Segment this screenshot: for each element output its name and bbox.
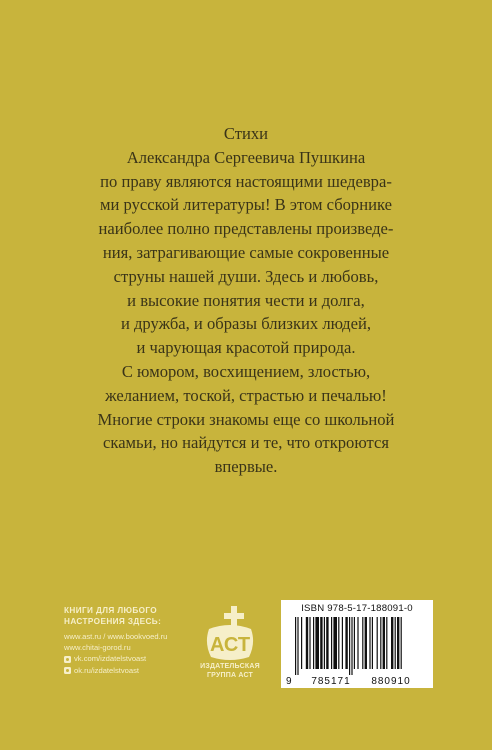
annotation-line: струны нашей души. Здесь и любовь, xyxy=(113,266,379,286)
publisher-links-block xyxy=(64,605,214,676)
barcode-bar xyxy=(383,617,385,669)
publisher-logo xyxy=(199,605,261,685)
isbn-label: ISBN 978-5-17-188091-0 xyxy=(301,603,413,614)
annotation-line: ми русской литературы! В этом сборнике xyxy=(99,195,393,215)
logo-caption-line: ГРУППА АСТ xyxy=(207,671,253,679)
barcode-bar xyxy=(362,617,363,669)
logo-caption-line: ИЗДАТЕЛЬСКАЯ xyxy=(200,663,260,670)
barcode-bar xyxy=(357,617,358,669)
vk-link[interactable] xyxy=(64,653,214,664)
annotation-line: Стихи xyxy=(223,124,269,143)
vk-icon xyxy=(64,656,71,663)
barcode-bar xyxy=(345,617,347,669)
barcode-bar xyxy=(380,617,381,669)
annotation-line: С юмором, восхищением, злостью, xyxy=(121,361,371,381)
annotation-line: Александра Сергеевича Пушкина xyxy=(126,147,366,167)
annotation-line: и дружба, и образы близких людей, xyxy=(120,314,372,334)
annotation-line: впервые. xyxy=(214,457,278,477)
barcode-bar xyxy=(331,617,332,669)
barcode-bar xyxy=(301,617,302,669)
barcode-digits-first: 9 xyxy=(286,676,292,687)
promo-heading xyxy=(64,605,214,627)
barcode-bar xyxy=(306,617,308,669)
links-list xyxy=(64,631,214,676)
barcode-bar xyxy=(386,617,387,669)
logo-mark-text: АСТ xyxy=(209,634,251,656)
barcode-bar xyxy=(372,617,373,669)
barcode-bar xyxy=(351,617,352,675)
logo-caption xyxy=(199,663,261,680)
annotation-line: по праву являются настоящими шедевра- xyxy=(100,171,392,191)
barcode-bar xyxy=(395,617,396,669)
barcode-bar xyxy=(320,617,322,669)
sites-link[interactable]: www.chitai-gorod.ru xyxy=(64,643,131,653)
barcode-bar xyxy=(342,617,343,669)
barcode-bar xyxy=(297,617,298,675)
barcode-bar xyxy=(397,617,399,669)
annotation-line: и высокие понятия чести и долга, xyxy=(127,290,365,310)
barcode-bar xyxy=(354,617,355,669)
barcode-bar xyxy=(365,617,367,669)
barcode-bar xyxy=(369,617,370,669)
promo-line: КНИГИ ДЛЯ ЛЮБОГО xyxy=(64,606,158,615)
barcode-bar xyxy=(324,617,325,669)
barcode-bars xyxy=(295,617,402,675)
barcode-bar xyxy=(326,617,328,669)
barcode-bar xyxy=(313,617,314,669)
annotation-line: и чарующая красотой природа. xyxy=(136,338,356,358)
barcode-digits-left: 785171 xyxy=(311,676,351,687)
barcode-digits-right: 880910 xyxy=(371,676,411,687)
vk-link-text: vk.com/izdatelstvoast xyxy=(74,654,147,664)
annotation-line: ния, затрагивающие самые сокровенные xyxy=(102,242,390,262)
promo-line: НАСТРОЕНИЯ ЗДЕСЬ: xyxy=(64,617,162,626)
ok-link-text: ok.ru/izdatelstvoast xyxy=(74,665,139,675)
barcode-bar xyxy=(391,617,393,669)
ok-link[interactable] xyxy=(64,665,214,676)
ast-logo-icon xyxy=(203,605,257,661)
barcode xyxy=(281,615,433,687)
barcode-bar xyxy=(295,617,296,675)
barcode-bar xyxy=(315,617,319,669)
barcode-bar xyxy=(338,617,339,669)
isbn-barcode-panel xyxy=(281,600,433,688)
barcode-bar xyxy=(309,617,310,669)
barcode-bar xyxy=(333,617,337,669)
annotation-text xyxy=(40,122,452,479)
annotation-line: Многие строки знакомы еще со школьной xyxy=(97,409,395,429)
annotation-line: скамьи, но найдутся и те, что откроются xyxy=(103,433,389,453)
barcode-bar xyxy=(349,617,350,675)
ok-icon xyxy=(64,667,71,674)
barcode-bar xyxy=(401,617,402,669)
barcode-bar xyxy=(377,617,378,669)
sites-link[interactable]: www.ast.ru / www.bookvoed.ru xyxy=(64,632,168,641)
annotation-line: желанием, тоской, страстью и печалью! xyxy=(105,385,387,405)
annotation-line: наиболее полно представлены произведе- xyxy=(98,219,394,239)
